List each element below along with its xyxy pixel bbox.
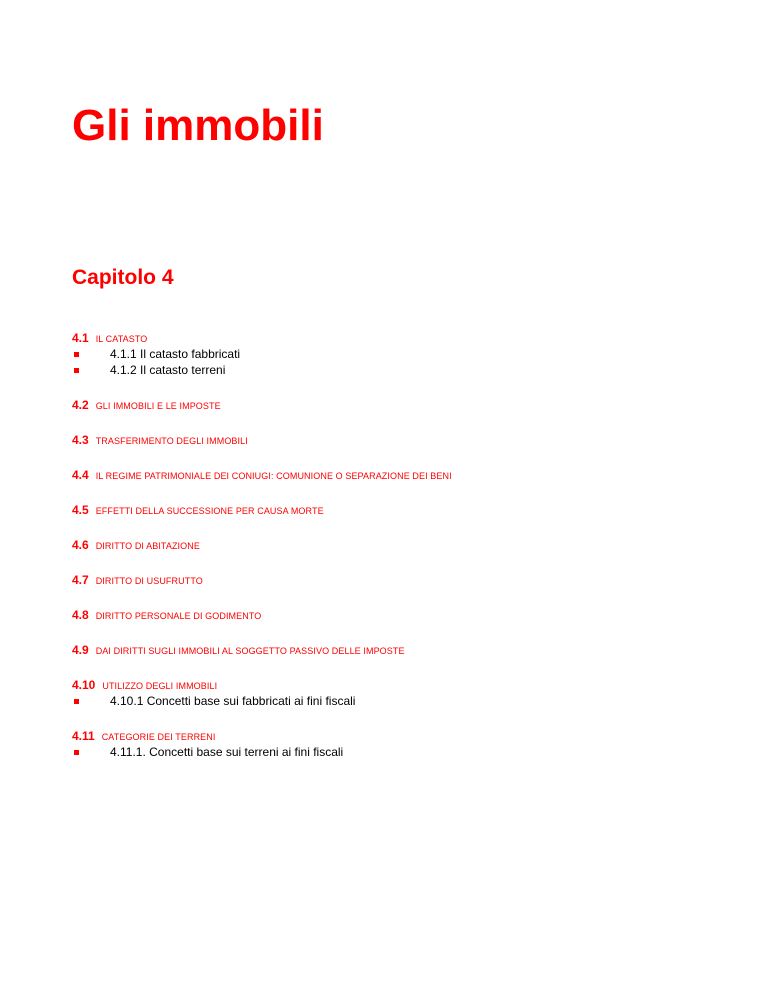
toc-number: 4.1	[72, 331, 89, 345]
toc-entry-4-7[interactable]	[72, 572, 722, 588]
toc-entry-4-9[interactable]	[72, 642, 722, 658]
toc-subentry[interactable]	[72, 693, 722, 709]
toc-entry-4-6[interactable]	[72, 537, 722, 553]
toc-number: 4.3	[72, 433, 89, 447]
toc-entry-4-8[interactable]	[72, 607, 722, 623]
toc-subentry-label: 4.10.1 Concetti base sui fabbricati ai fini fiscali	[110, 694, 356, 708]
toc-label: CATEGORIE DEI TERRENI	[101, 732, 216, 742]
square-bullet-icon	[74, 368, 79, 373]
toc-label: DIRITTO PERSONALE DI GODIMENTO	[95, 611, 262, 621]
square-bullet-icon	[74, 352, 79, 357]
toc-entry-4-4[interactable]	[72, 467, 722, 483]
toc-label: DIRITTO DI USUFRUTTO	[95, 576, 203, 586]
toc-subentry-label: 4.11.1. Concetti base sui terreni ai fini fiscali	[110, 745, 344, 759]
toc-number: 4.8	[72, 608, 89, 622]
toc-subentry[interactable]	[72, 362, 722, 378]
toc-label: UTILIZZO DEGLI IMMOBILI	[102, 681, 218, 691]
chapter-heading: Capitolo 4	[72, 266, 174, 289]
toc-number: 4.10	[72, 678, 96, 692]
toc-entry-4-11[interactable]	[72, 728, 722, 760]
toc-number: 4.2	[72, 398, 89, 412]
toc-label: EFFETTI DELLA SUCCESSIONE PER CAUSA MORTE	[95, 506, 324, 516]
toc-entry-4-10[interactable]	[72, 677, 722, 709]
toc-label: TRASFERIMENTO DEGLI IMMOBILI	[95, 436, 248, 446]
toc-entry-4-3[interactable]	[72, 432, 722, 448]
toc-subentry-label: 4.1.2 Il catasto terreni	[110, 363, 226, 377]
toc-number: 4.7	[72, 573, 89, 587]
toc-label: GLI IMMOBILI E LE IMPOSTE	[95, 401, 221, 411]
toc-number: 4.4	[72, 468, 89, 482]
toc-subentry-label: 4.1.1 Il catasto fabbricati	[110, 347, 241, 361]
toc-number: 4.5	[72, 503, 89, 517]
toc-label: DAI DIRITTI SUGLI IMMOBILI AL SOGGETTO PASSIVO DELLE IMPOSTE	[95, 646, 405, 656]
toc-number: 4.6	[72, 538, 89, 552]
toc-label: DIRITTO DI ABITAZIONE	[95, 541, 200, 551]
table-of-contents	[72, 330, 722, 760]
toc-subentry[interactable]	[72, 346, 722, 362]
toc-entry-4-5[interactable]	[72, 502, 722, 518]
toc-number: 4.11	[72, 729, 95, 743]
document-title: Gli immobili	[72, 101, 324, 150]
square-bullet-icon	[74, 750, 79, 755]
toc-subentry[interactable]	[72, 744, 722, 760]
toc-label: IL CATASTO	[95, 334, 148, 344]
toc-number: 4.9	[72, 643, 89, 657]
square-bullet-icon	[74, 699, 79, 704]
toc-label: IL REGIME PATRIMONIALE DEI CONIUGI: COMUNIONE O SEPARAZIONE DEI BENI	[95, 471, 452, 481]
toc-entry-4-2[interactable]	[72, 397, 722, 413]
toc-entry-4-1[interactable]	[72, 330, 722, 378]
